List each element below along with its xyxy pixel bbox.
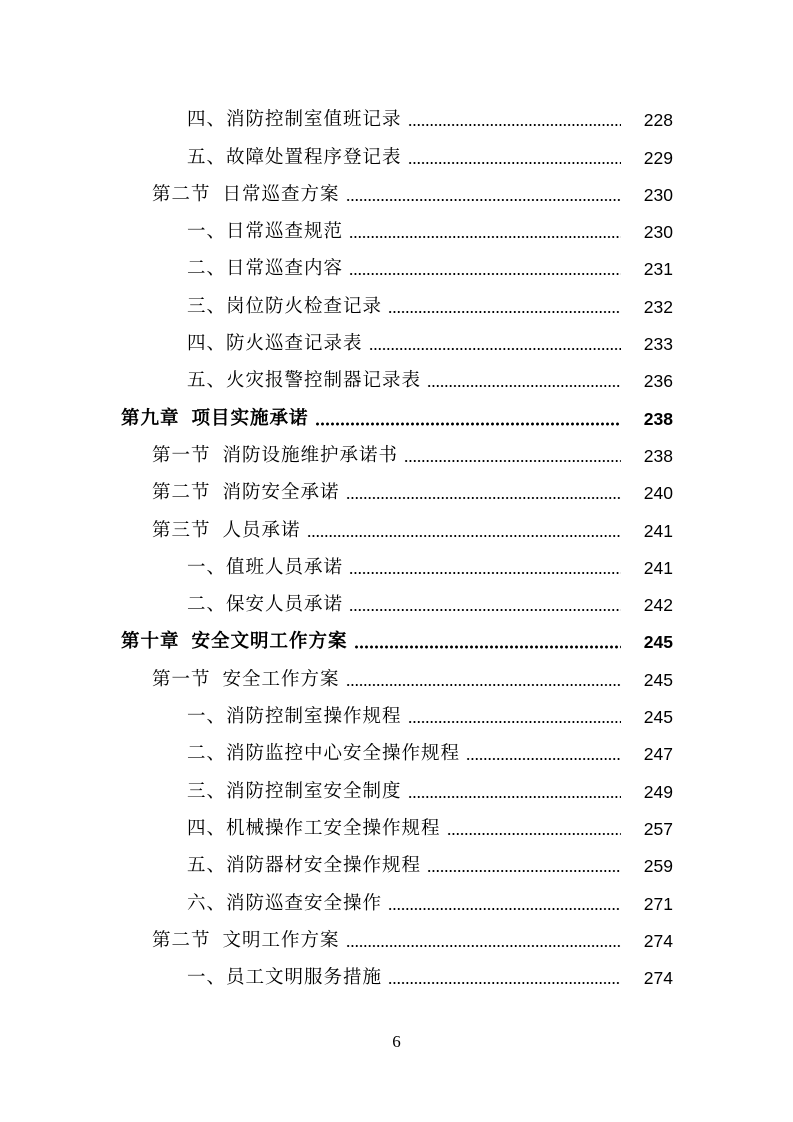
toc-entry-prefix: 六、 — [187, 892, 227, 914]
toc-entry-page: 247 — [643, 744, 673, 765]
toc-entry-page: 274 — [643, 968, 673, 989]
toc-entry[interactable] — [0, 848, 793, 885]
toc-entry-prefix: 一、 — [187, 706, 227, 728]
toc-entry-page: 230 — [643, 222, 673, 243]
dot-leader — [349, 272, 621, 276]
toc-entry[interactable] — [0, 587, 793, 624]
dot-leader — [388, 310, 621, 314]
toc-entry-prefix: 四、 — [187, 333, 227, 355]
toc-entry-page: 233 — [643, 334, 673, 355]
toc-entry[interactable] — [0, 326, 793, 363]
toc-entry-page: 229 — [643, 147, 673, 168]
dot-leader — [346, 496, 621, 500]
toc-entry[interactable] — [0, 699, 793, 736]
dot-leader — [408, 720, 621, 724]
toc-entry[interactable] — [0, 624, 793, 661]
toc-entry[interactable] — [0, 736, 793, 773]
toc-entry-title: 文明工作方案 — [222, 929, 340, 951]
toc-entry-page: 271 — [643, 893, 673, 914]
toc-entry[interactable] — [0, 923, 793, 960]
toc-entry[interactable] — [0, 960, 793, 997]
toc-entry[interactable] — [0, 400, 793, 437]
toc-entry[interactable] — [0, 438, 793, 475]
dot-leader — [427, 869, 621, 873]
toc-entry[interactable] — [0, 251, 793, 288]
toc-entry-title: 消防器材安全操作规程 — [226, 855, 422, 877]
toc-entry-prefix: 三、 — [187, 780, 227, 802]
dot-leader — [388, 981, 621, 985]
toc-entry[interactable] — [0, 811, 793, 848]
dot-leader — [346, 683, 621, 687]
toc-entry-page: 238 — [643, 408, 673, 429]
toc-entry[interactable] — [0, 475, 793, 512]
toc-entry[interactable] — [0, 102, 793, 139]
toc-entry-page: 228 — [643, 110, 673, 131]
toc-entry-title: 岗位防火检查记录 — [226, 295, 383, 317]
toc-entry-title: 消防监控中心安全操作规程 — [226, 743, 461, 765]
toc-entry-page: 242 — [643, 595, 673, 616]
toc-entry-title: 人员承诺 — [222, 519, 301, 541]
toc-entry[interactable] — [0, 550, 793, 587]
toc-entry-page: 241 — [643, 557, 673, 578]
toc-entry-prefix: 五、 — [187, 370, 227, 392]
toc-entry-title: 安全文明工作方案 — [191, 631, 348, 653]
toc-entry-title: 日常巡查规范 — [226, 221, 344, 243]
toc-entry-prefix: 第三节 — [152, 519, 211, 541]
toc-entry-page: 238 — [643, 445, 673, 466]
page-number: 6 — [392, 1032, 401, 1051]
toc-entry-prefix: 一、 — [187, 556, 227, 578]
toc-entry[interactable] — [0, 288, 793, 325]
toc-entry[interactable] — [0, 512, 793, 549]
toc-entry-prefix: 第二节 — [152, 929, 211, 951]
toc-entry-title: 保安人员承诺 — [226, 594, 344, 616]
dot-leader — [408, 123, 621, 127]
toc-entry-title: 消防控制室值班记录 — [226, 109, 402, 131]
toc-entry[interactable] — [0, 139, 793, 176]
toc-entry[interactable] — [0, 363, 793, 400]
toc-entry-title: 火灾报警控制器记录表 — [226, 370, 422, 392]
toc-entry-prefix: 四、 — [187, 817, 227, 839]
dot-leader — [354, 645, 621, 649]
toc-entry-page: 231 — [643, 259, 673, 280]
dot-leader — [346, 198, 621, 202]
toc-entry-prefix: 第二节 — [152, 183, 211, 205]
toc-entry-prefix: 五、 — [187, 855, 227, 877]
dot-leader — [315, 422, 621, 426]
toc-entry-title: 消防设施维护承诺书 — [222, 444, 399, 466]
toc-entry-title: 消防巡查安全操作 — [226, 892, 383, 914]
dot-leader — [408, 795, 621, 799]
toc-entry-title: 防火巡查记录表 — [226, 333, 363, 355]
toc-entry-page: 259 — [643, 856, 673, 877]
dot-leader — [349, 608, 621, 612]
toc-entry-prefix: 二、 — [187, 743, 227, 765]
toc-entry-title: 安全工作方案 — [222, 668, 340, 690]
toc-entry-prefix: 第一节 — [152, 668, 211, 690]
toc-entry-page: 245 — [643, 669, 673, 690]
toc-entry-page: 245 — [643, 707, 673, 728]
toc-entry-page: 236 — [643, 371, 673, 392]
toc-entry-page: 240 — [643, 483, 673, 504]
toc-entry-title: 日常巡查内容 — [226, 258, 344, 280]
toc-entry-prefix: 五、 — [187, 146, 227, 168]
toc-entry-title: 消防控制室安全制度 — [226, 780, 402, 802]
toc-entry-page: 249 — [643, 781, 673, 802]
dot-leader — [466, 757, 621, 761]
toc-entry-prefix: 二、 — [187, 258, 227, 280]
dot-leader — [349, 235, 621, 239]
dot-leader — [346, 944, 621, 948]
toc-entry-title: 员工文明服务措施 — [226, 967, 383, 989]
toc-entry-page: 241 — [643, 520, 673, 541]
toc-entry-prefix: 第十章 — [121, 631, 180, 653]
toc-entry-title: 消防安全承诺 — [222, 482, 340, 504]
dot-leader — [307, 534, 621, 538]
toc-entry-prefix: 三、 — [187, 295, 227, 317]
dot-leader — [408, 161, 621, 165]
toc-entry-title: 机械操作工安全操作规程 — [226, 817, 441, 839]
toc-entry-prefix: 一、 — [187, 967, 227, 989]
dot-leader — [349, 571, 621, 575]
toc-entry-title: 日常巡查方案 — [222, 183, 340, 205]
toc-entry[interactable] — [0, 214, 793, 251]
toc-entry-title: 故障处置程序登记表 — [226, 146, 402, 168]
dot-leader — [404, 459, 621, 463]
dot-leader — [427, 384, 621, 388]
toc-entry[interactable] — [0, 177, 793, 214]
table-of-contents — [0, 102, 793, 997]
toc-entry-prefix: 第一节 — [152, 444, 211, 466]
toc-entry-prefix: 第九章 — [121, 407, 180, 429]
toc-entry-page: 230 — [643, 184, 673, 205]
toc-entry-prefix: 第二节 — [152, 482, 211, 504]
toc-entry-page: 232 — [643, 296, 673, 317]
toc-entry-title: 消防控制室操作规程 — [226, 706, 402, 728]
toc-entry-prefix: 四、 — [187, 109, 227, 131]
toc-entry-page: 274 — [643, 930, 673, 951]
toc-entry[interactable] — [0, 661, 793, 698]
toc-entry-page: 245 — [643, 632, 673, 653]
dot-leader — [388, 907, 621, 911]
toc-entry-prefix: 一、 — [187, 221, 227, 243]
toc-entry-page: 257 — [643, 818, 673, 839]
toc-entry[interactable] — [0, 773, 793, 810]
toc-entry[interactable] — [0, 885, 793, 922]
dot-leader — [369, 347, 621, 351]
toc-entry-title: 值班人员承诺 — [226, 556, 344, 578]
toc-entry-title: 项目实施承诺 — [191, 407, 309, 429]
toc-entry-prefix: 二、 — [187, 594, 227, 616]
dot-leader — [447, 832, 621, 836]
